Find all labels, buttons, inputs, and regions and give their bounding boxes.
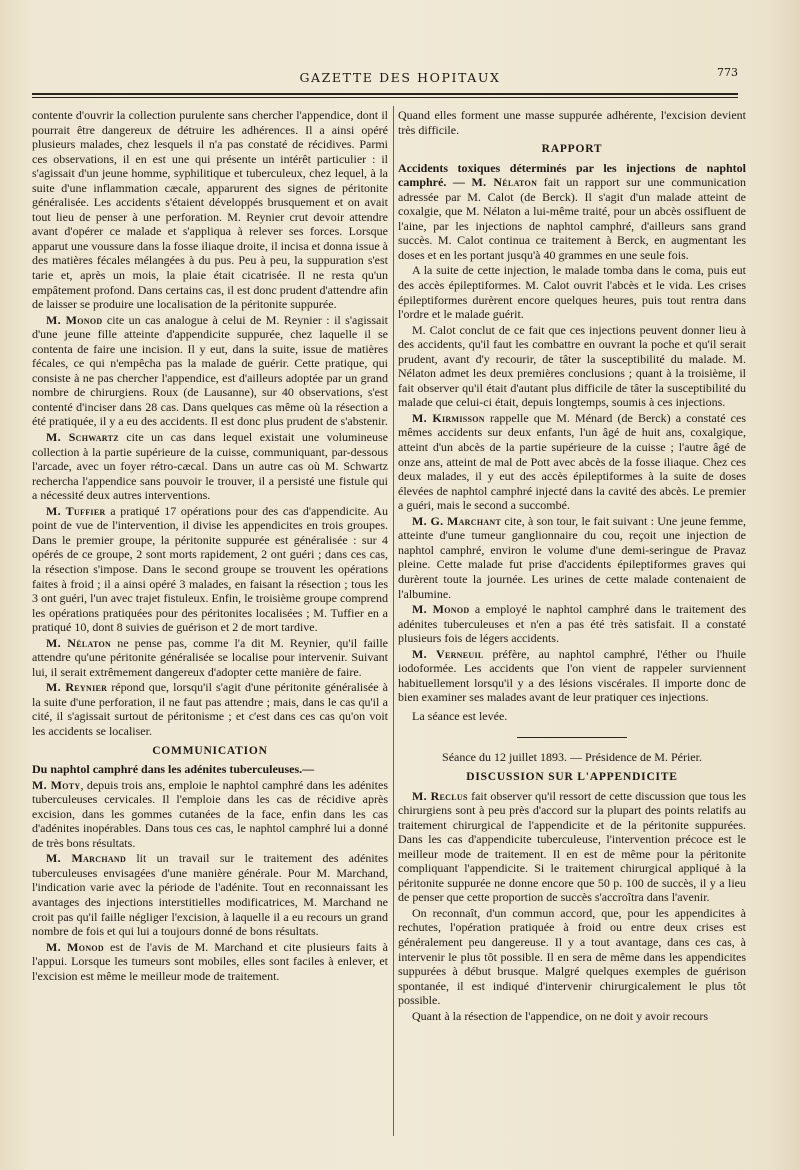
paragraph: contente d'ouvrir la collection purulente sans chercher l'appendice, dont il pourrait être dangereux de détruire les adhérences. Il a ainsi opéré plusieurs malades, chez lesquels il n'a pas constaté de récidives. Parmi ces observations, il en est une qui présente un intérêt particulier : il s'agissait d'un jeune homme, syphilitique et tuberculeux, chez lequel, à la suite d'une inflammation cæcale, apparurent des signes de péritonite généralisée. Les accidents s'étaient développés brusquement et on avait tout lieu de penser à une perforation. M. Reynier crut devoir attendre avant d'opérer ce malade et s'appliqua à relever ses forces. Lorsque apparut une voussure dans la fosse iliaque droite, il incisa et donna issue à des matières fécales mélangées à du pus. Peu à peu, la suppuration s'est tarie et, après un mois, la plaie était cicatrisée. Il ne resta qu'un empâtement profond. Dans certains cas, il est donc prudent d'attendre afin de laisser se produire une localisation de la péritonite suppurée. [32,108,388,312]
speaker-name: M. Moty [32,777,81,792]
speaker-text: lit un travail sur le traitement des adénites tuberculeuses envisagées d'une manière générale. Pour M. Marchand, l'indication varie avec la période de l'adénite. Tout en reconnaissant les avantages des injections interstitielles modificatrices, M. Marchand ne croit pas qu'il faille négliger l'excision, à laquelle il a eu recours un grand nombre de fois et qui lui a toujours donné de bons résultats. [32,851,389,939]
speaker-name: M. Monod [46,312,103,327]
paragraph [398,602,746,646]
speaker-name: M. Reclus [412,788,468,803]
paragraph [32,313,388,429]
paragraph [32,430,388,503]
section-separator [517,737,627,738]
page-header [30,66,770,96]
paragraph [32,778,388,851]
speaker-text: ne pense pas, comme l'a dit M. Reynier, qu'il faille attendre qu'une péritonite généralisée se localise pour intervenir. Suivant lui, il serait extrêmement dangereux d'adopter cette manière de faire. [32,635,388,679]
speaker-name: M. Nélaton [46,635,112,650]
speaker-text: préfère, au naphtol camphré, l'éther ou l'huile iodoformée. Les accidents que l'on vient de rappeler surviennent habituellement lorsqu'il y a des lésions viscérales. Il importe donc de bien examiner ses malades avant de leur pratiquer ces injections. [398,646,746,705]
speaker-name: M. Monod [412,602,470,617]
speaker-text: cite, à son tour, le fait suivant : Une jeune femme, atteinte d'une tumeur ganglionnaire du cou, reçoit une injection de naphtol camphré, environ le volume d'une demi-seringue de Pravaz pleine. Cette malade fut prise d'accidents épileptiformes graves qui durèrent toute la journée. Les urines de cette malade contenaient de l'albumine. [398,513,746,601]
paragraph: M. Calot conclut de ce fait que ces injections peuvent donner lieu à des accidents, qu'il faut les combattre en ouvrant la poche et qu'il serait prudent, avant d'y recourir, de tâter la susceptibilité du malade. M. Nélaton admet les deux premières conclusions ; quant à la troisième, il fait observer qu'il était d'autant plus difficile de tâter la susceptibilité du malade que celui-ci était, depuis longtemps, soumis à ces injections. [398,322,746,410]
speaker-text: rappelle que M. Ménard (de Berck) a constaté ces mêmes accidents sur deux enfants, l'un âgé de huit ans, coxalgique, atteint d'un abcès de la partie supérieure de la cuisse ; l'autre âgé de onze ans, atteint de mal de Pott avec abcès de la fosse iliaque. Chez ces deux malades, il y eut des accès épileptiformes à la suite de doses élevées de naphtol camphré injecté dans la cavité des abcès. Le premier a guéri, mais le second a succombé. [398,410,746,513]
speaker-name: M. Schwartz [46,430,119,445]
speaker-text: a pratiqué 17 opérations pour des cas d'appendicite. Au point de vue de l'intervention, il divise les appendicites en trois groupes. Dans le premier groupe, la péritonite suppurée est généralisée : sur 4 opérés de ce groupe, 2 sont morts rapidement, 2 ont guéri ; dans ces cas, la résection s'impose. Dans le second groupe se trouvent les opérations faites à froid ; il a ainsi opéré 3 malades, en faisant la résection ; tous les 3 ont guéri, l'un avec trajet fistuleux. Enfin, le troisième groupe comprend les opérations pratiquées pour des péritonites localisées ; M. Tuffier en a pratiqué 10, dont 8 suivies de guérison et 2 de mort tardive. [32,503,388,635]
speaker-name: M. Tuffier [46,503,106,518]
speaker-text: répond que, lorsqu'il s'agit d'une péritonite généralisée à la suite d'une perforation, il ne faut pas attendre ; mais, dans le cas qu'il a cité, il s'agissait surtout de péritonisme ; et c'est dans ces cas qu'on voit les accidents se localiser. [32,680,388,738]
paragraph: On reconnaît, d'un commun accord, que, pour les appendicites à rechutes, l'opération pratiquée à froid ou entre deux crises est généralement peu dangereuse. Il y a tout avantage, dans ces cas, à intervenir le plus tôt possible. Il en sera de même dans les appendicites suppurées à début brusque. Malgré quelques exemples de guérison spontanée, il est indiqué d'intervenir chirurgicalement le plus tôt possible. [398,905,746,1008]
paragraph [32,680,388,738]
paragraph [398,789,746,905]
session-line: Séance du 12 juillet 1893. — Présidence de M. Périer. [442,750,702,765]
speaker-name: M. Monod [46,939,105,954]
speaker-text: , depuis trois ans, emploie le naphtol camphré dans les adénites tuberculeuses cervicales. Il l'emploie dans les cas de récidive après excision, dans les gommes cutanées de la face, enfin dans les cas d'adénites inopérables. Dans tous ces cas, le naphtol camphré lui a donné de très bons résultats. [32,777,388,850]
page-number: 773 [717,66,738,79]
paragraph [32,636,388,680]
speaker-text: a employé le naphtol camphré dans le traitement des adénites tuberculeuses et n'en a pas été très satisfait. Il a constaté plusieurs fois de légers accidents. [398,602,747,646]
paragraph: A la suite de cette injection, le malade tomba dans le coma, puis eut des accès épileptiformes. M. Calot ouvrit l'abcès et le vida. Les crises épileptiformes durèrent encore quelques heures, puis tout rentra dans l'ordre et le malade guérit. [398,263,746,322]
article-heading: Accidents toxiques déterminés par les injections de naphtol camphré. — [398,160,746,190]
header-rule-thick [32,93,738,95]
paragraph [32,504,388,635]
speaker-name: M. Reynier [46,680,108,695]
closing-line: La séance est levée. [412,708,508,723]
speaker-text: fait un rapport sur une communication adressée par M. Calot (de Berck). Il s'agit d'un malade atteint de coxalgie, que M. Nélaton a lui-même traité, pour un abcès ossifluent de l'aine, par les injections de naphtol camphré, d'ailleurs sans grand succès. M. Calot continua ce traitement à Berck, en augmentant les doses et en les portant jusqu'à 40 grammes en une seule fois. [398,175,746,262]
article-heading: Du naphtol camphré dans les adénites tuberculeuses.— [32,762,315,777]
speaker-name: M. Marchand [46,851,127,866]
section-heading: COMMUNICATION [152,744,268,757]
paragraph [32,851,388,938]
paragraph: Quand elles forment une masse suppurée adhérente, l'excision devient très difficile. [398,108,746,137]
speaker-text: fait observer qu'il ressort de cette discussion que tous les chirurgiens sont à peu près d'accord sur la plupart des points relatifs au traitement chirurgical de l'appendicite et de la péritonite suppurées. Dans les cas d'appendicite tuberculeuse, l'intervention précoce est le meilleur mode de traitement. Il en est de même pour la péritonite compliquant l'appendicite. Si le traitement chirurgical appliqué à la péritonite suppurée ne donne encore que 50 p. 100 de succès, il y a lieu de penser que cette proportion de succès s'accroîtra dans l'avenir. [398,788,746,905]
paragraph [398,411,746,513]
section-heading: RAPPORT [541,143,603,156]
paragraph [398,514,746,601]
section-heading: DISCUSSION SUR L'APPENDICITE [466,770,678,783]
right-column [398,108,746,1024]
column-divider [393,106,394,1136]
paragraph [32,940,388,984]
header-rule-thin [32,97,738,98]
paragraph: Quant à la résection de l'appendice, on ne doit y avoir recours [412,1008,709,1023]
speaker-name: M. Kirmisson [412,410,485,425]
left-column [32,108,388,984]
paragraph [398,647,746,705]
speaker-name: M. Verneuil [412,646,484,661]
speaker-text: cite un cas dans lequel existait une volumineuse collection à la partie supérieure de la cuisse, communiquant, par-dessous l'arcade, avec un foyer rétro-cæcal. Dans un autre cas où M. Schwartz rechercha l'appendice sans pouvoir le trouver, il a persisté une fistule qui a nécessité deux autres interventions. [32,430,388,503]
speaker-name: M. G. Marchant [412,513,502,528]
speaker-text: cite un cas analogue à celui de M. Reynier : il s'agissait d'une jeune fille atteinte d'appendicite suppurée, chez laquelle il se contenta de faire une incision. Il y eut, dans la suite, issue de matières fécales, ce qui n'empêcha pas la malade de guérir. Cette pratique, qui consiste à ne pas chercher l'appendice, est d'ailleurs adoptée par un grand nombre de chirurgiens. Roux (de Lausanne), sur 40 observations, s'est contenté d'inciser dans 28 cas. Dans quelques cas même où la résection a été pratiquée, il y a eu des accidents. Il est donc plus prudent de s'abstenir. [32,312,388,429]
running-title: GAZETTE DES HOPITAUX [299,70,501,85]
speaker-name: M. Nélaton [471,175,538,190]
speaker-text: est de l'avis de M. Marchand et cite plusieurs faits à l'appui. Lorsque les tumeurs sont mobiles, elles sont faciles à enlever, et l'excision est même le meilleur mode de traitement. [32,939,388,983]
paragraph [398,161,746,263]
